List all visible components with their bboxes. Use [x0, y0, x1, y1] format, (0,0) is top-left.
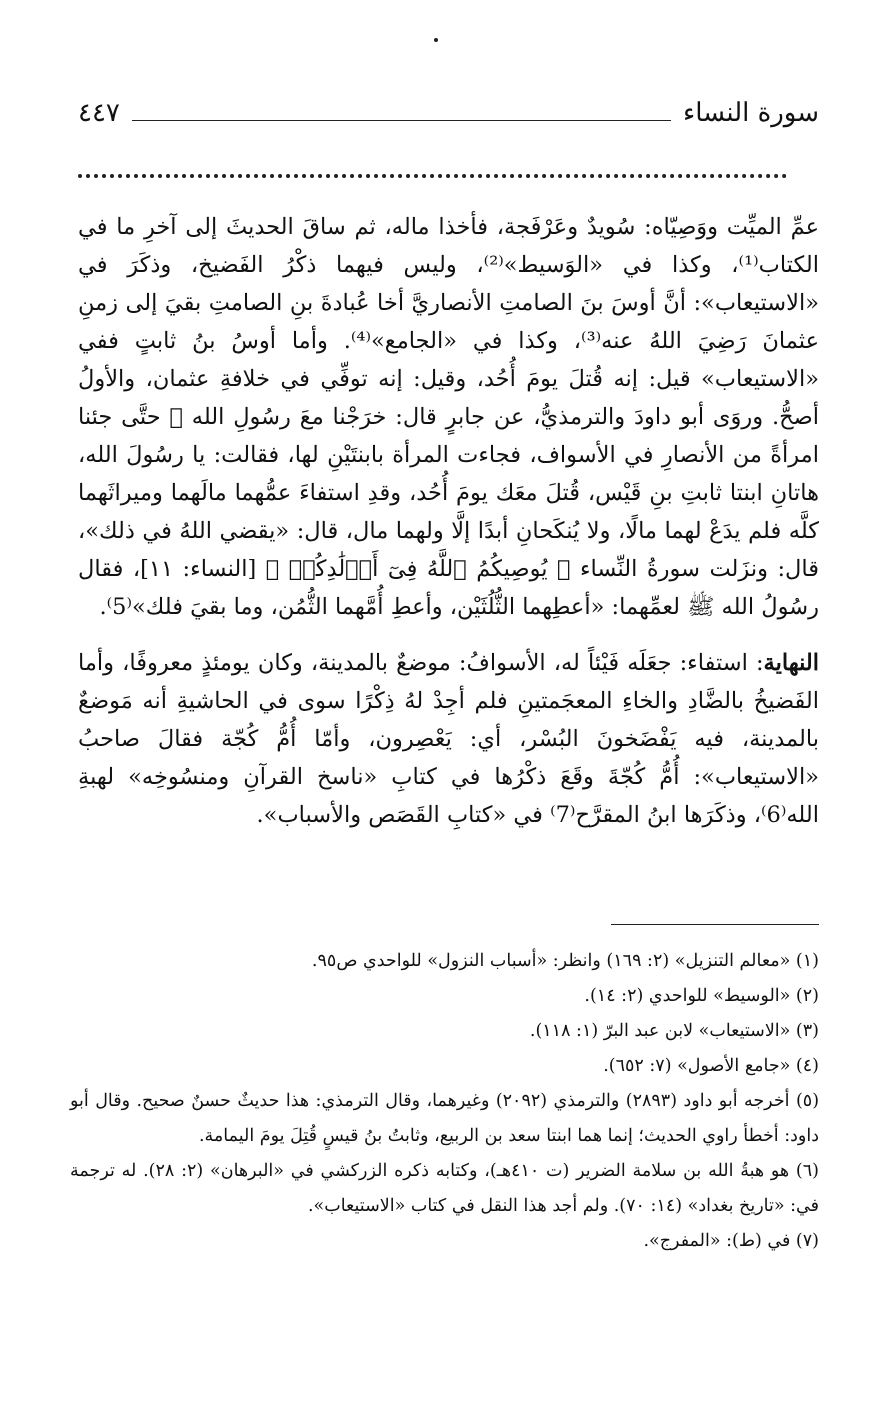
- surah-title: سورة النساء: [683, 98, 819, 128]
- top-dot-mark: [434, 38, 438, 42]
- nihaya-label: النهاية: [763, 650, 819, 676]
- footnote-7: (٧) في (ط): «المفرج».: [643, 1231, 819, 1251]
- footnote-6: (٦) هو هبةُ الله بن سلامة الضرير (ت ٤١٠هـ)، وكتابه ذكره الزركشي في «البرهان» (٢: ٢٨). له ترجمة في: «تاريخ بغداد» (١٤: ٧٠). ولم أجد هذا النقل في كتاب «الاستيعاب».: [70, 1161, 819, 1216]
- body-paragraph-1: عمِّ الميِّت ووَصِيّاه: سُويدٌ وعَرْفَجة، فأخذا ماله، ثم ساقَ الحديثَ إلى آخرِ ما في الكتاب⁽¹⁾، وكذا في «الوَسيط»⁽²⁾، وليس فيهما ذكْرُ الفَضيخ، وذكَرَ في «الاستيعاب»: أنَّ أوسَ بنَ الصامتِ الأنصاريَّ أخا عُبادةَ بنِ الصامتِ بقيَ إلى زمنِ عثمانَ رَضِيَ اللهُ عنه⁽³⁾، وكذا في «الجامع»⁽⁴⁾. وأما أوسُ بنُ ثابتٍ ففي «الاستيعاب» قيل: إنه قُتلَ يومَ أُحُد، وقيل: إنه توفِّي في خلافةِ عثمان، والأولُ أصحُّ. وروَى أبو داودَ والترمذيُّ، عن جابرٍ قال: خرَجْنا معَ رسُولِ الله ﷺ حتَّى جئنا امرأةً من الأنصارِ في الأسواف، فجاءت المرأة بابنتَيْنِ لها، فقالت: يا رسُولَ الله، هاتانِ ابنتا ثابتِ بنِ قَيْس، قُتلَ معَك يومَ أُحُد، وقدِ استفاءَ عمُّهما مالَهما وميراثَهما كلَّه فلم يدَعْ لهما مالًا، ولا يُنكَحانِ أبدًا إلَّا ولهما مال، قال: «يقضي اللهُ في ذلك»، قال: ونزَلت سورةُ النِّساء ﴿ يُوصِيكُمُ ٱللَّهُ فِىٓ أَوۡلَٰدِكُمۡ ﴾ [النساء: ١١]، فقال رسُولُ الله ﷺ لعمِّهما: «أعطِهما الثُّلُثَيْن، وأعطِ أُمَّهما الثُّمُن، وما بقيَ فلك»⁽5⁾.: [78, 214, 819, 620]
- header-rule: [132, 106, 671, 121]
- body-paragraph-2: [78, 644, 819, 834]
- page-number: ٤٤٧: [78, 98, 120, 128]
- footnote-1: (١) «معالم التنزيل» (٢: ١٦٩) وانظر: «أسباب النزول» للواحدي ص٩٥.: [311, 951, 819, 971]
- footnotes: [70, 944, 819, 1259]
- dotted-separator: [78, 174, 787, 178]
- footnote-3: (٣) «الاستيعاب» لابن عبد البرّ (١: ١١٨).: [529, 1021, 819, 1041]
- nihaya-text: : استفاء: جعَلَه فَيْئاً له، الأسوافُ: موضعٌ بالمدينة، وكان يومئذٍ معروفًا، وأما الفَضيخُ بالضَّادِ والخاءِ المعجَمتينِ فلم أجِدْ لهُ ذِكْرًا سوى في الحاشيةِ أنه مَوضعٌ بالمدينة، فيه يَفْضَخونَ البُسْر، أي: يَعْصِرون، وأمّا أُمُّ كُجّة فقالَ صاحبُ «الاستيعاب»: أُمُّ كُجّةَ وقَعَ ذكْرُها في كتابِ «ناسخ القرآنِ ومنسُوخِه» لهبةِ الله⁽6⁾، وذكَرَها ابنُ المقرَّح⁽7⁾ في «كتابِ القَصَص والأسباب».: [78, 650, 819, 828]
- footnote-2: (٢) «الوسيط» للواحدي (٢: ١٤).: [584, 986, 819, 1006]
- page-header: [78, 96, 819, 130]
- footnote-5: (٥) أخرجه أبو داود (٢٨٩٣) والترمذي (٢٠٩٢) وغيرهما، وقال الترمذي: هذا حديثٌ حسنٌ صحيح. وقال أبو داود: أخطأ راوي الحديث؛ إنما هما ابنتا سعد بن الربيع، وثابتُ بنُ قيسٍ قُتِلَ يومَ اليمامة.: [70, 1091, 820, 1146]
- footnote-separator: [611, 924, 819, 925]
- footnote-4: (٤) «جامع الأصول» (٧: ٦٥٢).: [603, 1056, 819, 1076]
- main-text: [78, 208, 819, 834]
